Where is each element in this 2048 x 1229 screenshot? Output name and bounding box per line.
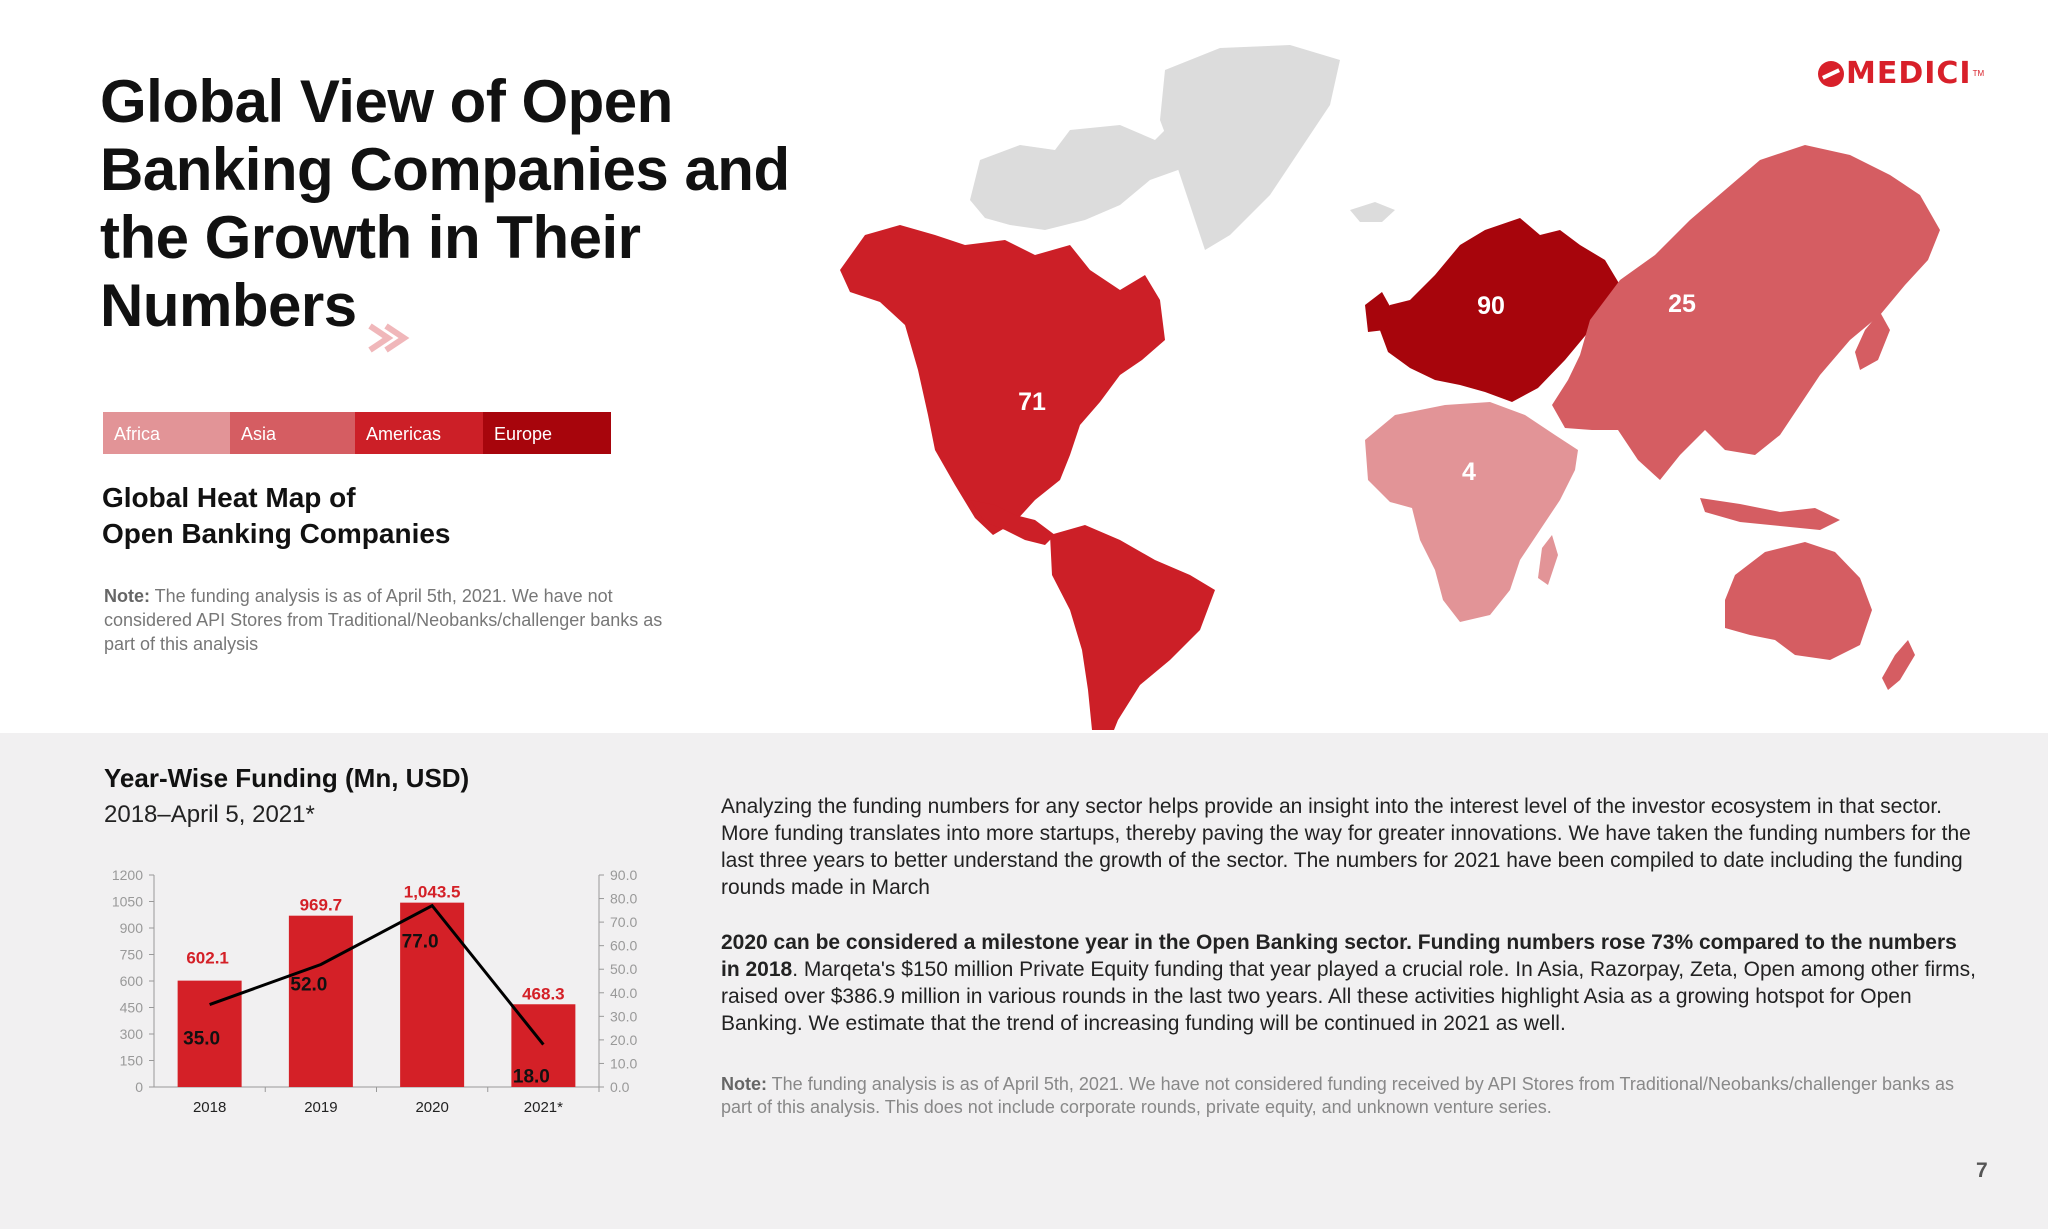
line-value-label: 52.0 xyxy=(290,974,328,996)
map-africa xyxy=(1365,402,1578,622)
legend-africa: Africa xyxy=(103,412,230,454)
analysis-paragraph-1: Analyzing the funding numbers for any sector helps provide an insight into the interest level of the investor ecosystem in that sector. More funding translates into more startups, thereby paving the way for greater innovations. We have taken the funding numbers for the last three years to better understand the growth of the sector. The numbers for 2021 have been compiled to date including the funding rounds made in March xyxy=(721,795,1971,899)
bar-value-label: 468.3 xyxy=(522,984,565,1004)
funding-note xyxy=(721,1073,1981,1119)
y-tick-label-left: 1200 xyxy=(111,867,143,883)
y-tick-label-right: 80.0 xyxy=(610,890,638,907)
legend-americas: Americas xyxy=(355,412,483,454)
y-tick-label-left: 600 xyxy=(119,973,143,989)
map-new-zealand xyxy=(1882,640,1915,690)
line-value-label: 77.0 xyxy=(401,931,439,953)
bar-value-label: 969.7 xyxy=(299,895,343,915)
funding-subtitle: 2018–April 5, 2021* xyxy=(104,801,315,828)
map-label-americas: 71 xyxy=(1018,388,1046,416)
bar-value-label: 602.1 xyxy=(186,948,229,968)
y-tick-label-right: 0.0 xyxy=(610,1079,630,1095)
line-value-label: 35.0 xyxy=(183,1028,221,1050)
legend-europe: Europe xyxy=(483,412,611,454)
logo-text: MEDICI xyxy=(1846,56,1972,91)
y-tick-label-right: 60.0 xyxy=(610,937,638,954)
page-title: Global View of Open Banking Companies and the Growth in Their Numbers xyxy=(100,68,790,339)
bar-value-label: 1,043.5 xyxy=(403,882,461,902)
y-tick-label-right: 20.0 xyxy=(610,1031,638,1048)
page-number: 7 xyxy=(1976,1159,1988,1182)
y-tick-label-right: 90.0 xyxy=(610,867,638,883)
x-tick-label: 2018 xyxy=(192,1099,227,1116)
analysis-paragraph-2-text: . Marqeta's $150 million Private Equity funding that year played a crucial role. In Asia, Razorpay, Zeta, Open among other firms, raised over $386.9 million in various rounds in the last two years. All these activities highlight Asia as a growing hotspot for Open Banking. We estimate that the trend of increasing funding will be continued in 2021 as well. xyxy=(721,958,1976,1035)
note-text: The funding analysis is as of April 5th, 2021. We have not considered API Stores from Traditional/Neobanks/challenger banks as part of this analysis xyxy=(104,586,663,654)
map-iceland xyxy=(1350,202,1395,222)
line-value-label: 18.0 xyxy=(512,1066,550,1088)
y-tick-label-right: 70.0 xyxy=(610,914,638,931)
map-australia xyxy=(1725,542,1872,660)
bar-2019 xyxy=(289,916,353,1087)
heat-map-title-line1: Global Heat Map of xyxy=(102,482,356,513)
bar-2020 xyxy=(400,903,464,1087)
analysis-highlight: 2020 can be considered a milestone year in the Open Banking sector. Funding numbers rose 73% compared to the numbers in 2018 xyxy=(721,931,1957,981)
map-arctic-islands xyxy=(970,120,1200,230)
y-tick-label-right: 30.0 xyxy=(610,1008,638,1025)
y-tick-label-left: 0 xyxy=(135,1079,143,1095)
y-tick-label-left: 300 xyxy=(119,1026,143,1042)
map-label-europe: 90 xyxy=(1477,292,1505,320)
y-tick-label-left: 150 xyxy=(119,1052,143,1069)
y-tick-label-left: 900 xyxy=(119,920,143,936)
world-heat-map xyxy=(820,30,1950,730)
logo-trademark: TM xyxy=(1972,69,1985,78)
chevron-decoration-icon xyxy=(368,322,414,358)
legend-asia: Asia xyxy=(230,412,355,454)
y-tick-label-right: 40.0 xyxy=(610,984,638,1001)
heat-map-legend xyxy=(103,412,611,454)
map-label-africa: 4 xyxy=(1462,458,1476,486)
growth-line xyxy=(210,906,544,1045)
funding-chart xyxy=(94,862,674,1127)
note-label: Note: xyxy=(104,586,150,606)
heat-map-title-line2: Open Banking Companies xyxy=(102,518,451,549)
x-tick-label: 2019 xyxy=(304,1099,338,1116)
map-north-america xyxy=(840,225,1165,535)
heat-map-title xyxy=(102,480,451,552)
map-indonesia xyxy=(1700,498,1840,530)
x-tick-label: 2021* xyxy=(523,1099,563,1116)
map-asia xyxy=(1552,145,1940,480)
heat-map-note xyxy=(104,584,664,656)
y-tick-label-right: 50.0 xyxy=(610,961,638,978)
funding-title: Year-Wise Funding (Mn, USD) xyxy=(104,763,470,793)
analysis-paragraph-2 xyxy=(721,929,1981,1037)
x-tick-label: 2020 xyxy=(415,1099,449,1116)
y-tick-label-left: 450 xyxy=(119,999,143,1016)
funding-note-text: The funding analysis is as of April 5th, 2021. We have not considered funding received by API Stores from Traditional/Neobanks/challenger banks as part of this analysis. This does not include corporate rounds, private equity, and unknown venture series. xyxy=(721,1074,1955,1117)
map-label-asia: 25 xyxy=(1668,290,1696,318)
y-tick-label-right: 10.0 xyxy=(610,1055,638,1072)
map-south-america xyxy=(1050,525,1215,730)
map-madagascar xyxy=(1538,535,1558,585)
map-greenland xyxy=(1160,45,1340,250)
y-tick-label-left: 750 xyxy=(119,946,143,963)
funding-note-label: Note: xyxy=(721,1074,767,1094)
y-tick-label-left: 1050 xyxy=(111,893,143,910)
